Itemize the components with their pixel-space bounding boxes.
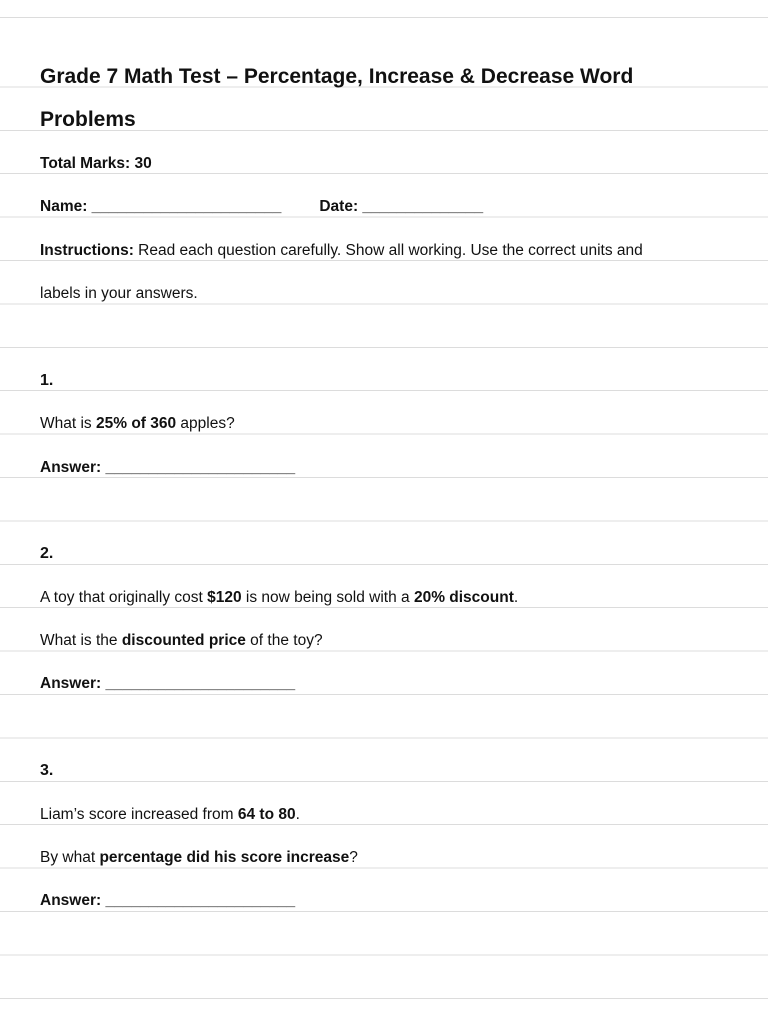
q2b-post: of the toy? (245, 632, 323, 650)
q2b-bold: discounted price (121, 632, 246, 650)
instructions-line-1 (40, 229, 730, 272)
date-field[interactable]: Date: ______________ (319, 198, 484, 216)
question-3-answer[interactable]: Answer: ______________________ (40, 892, 296, 910)
q2a-post: . (513, 588, 519, 606)
q2a-mid: is now being sold with a (241, 588, 414, 606)
q3a-bold: 64 to 80 (237, 805, 296, 823)
question-3-text-1 (40, 793, 730, 836)
q2a-bold2: 20% discount (413, 588, 514, 606)
question-1-number: 1. (40, 371, 54, 389)
name-date-row (40, 185, 730, 228)
question-2-answer[interactable]: Answer: ______________________ (40, 675, 296, 693)
test-title-line-1: Grade 7 Math Test – Percentage, Increase & Decrease Word (40, 65, 634, 88)
instructions-label: Instructions: (40, 241, 134, 259)
q1-post: apples? (176, 415, 235, 433)
question-1-answer[interactable]: Answer: ______________________ (40, 458, 296, 476)
blank-line (40, 706, 730, 749)
q3a-post: . (295, 805, 300, 823)
q3b-bold: percentage did his score increase (99, 849, 350, 867)
q2a-bold: $120 (207, 588, 242, 606)
question-3-number: 3. (40, 762, 54, 780)
name-field[interactable]: Name: ______________________ (40, 198, 282, 216)
blank-line (40, 489, 730, 532)
q3b-pre: By what (40, 849, 100, 867)
q3b-post: ? (349, 849, 358, 867)
q3a-pre: Liam’s score increased from (40, 805, 238, 823)
question-2-number: 2. (40, 545, 54, 563)
q2b-pre: What is the (40, 632, 122, 650)
q1-pre: What is (40, 415, 96, 433)
question-3-text-2 (40, 836, 730, 879)
test-title-line-2: Problems (40, 108, 136, 132)
question-2-text-2 (40, 619, 730, 662)
blank-line (40, 315, 730, 358)
q2a-pre: A toy that originally cost (40, 588, 208, 606)
total-marks: Total Marks: 30 (40, 154, 152, 172)
question-1-text (40, 402, 730, 445)
question-2-text-1 (40, 576, 730, 619)
test-content (40, 55, 730, 923)
instructions-text: Read each question carefully. Show all working. Use the correct units and (133, 241, 643, 259)
instructions-line-2: labels in your answers. (40, 284, 198, 302)
q1-bold: 25% of 360 (95, 415, 177, 433)
